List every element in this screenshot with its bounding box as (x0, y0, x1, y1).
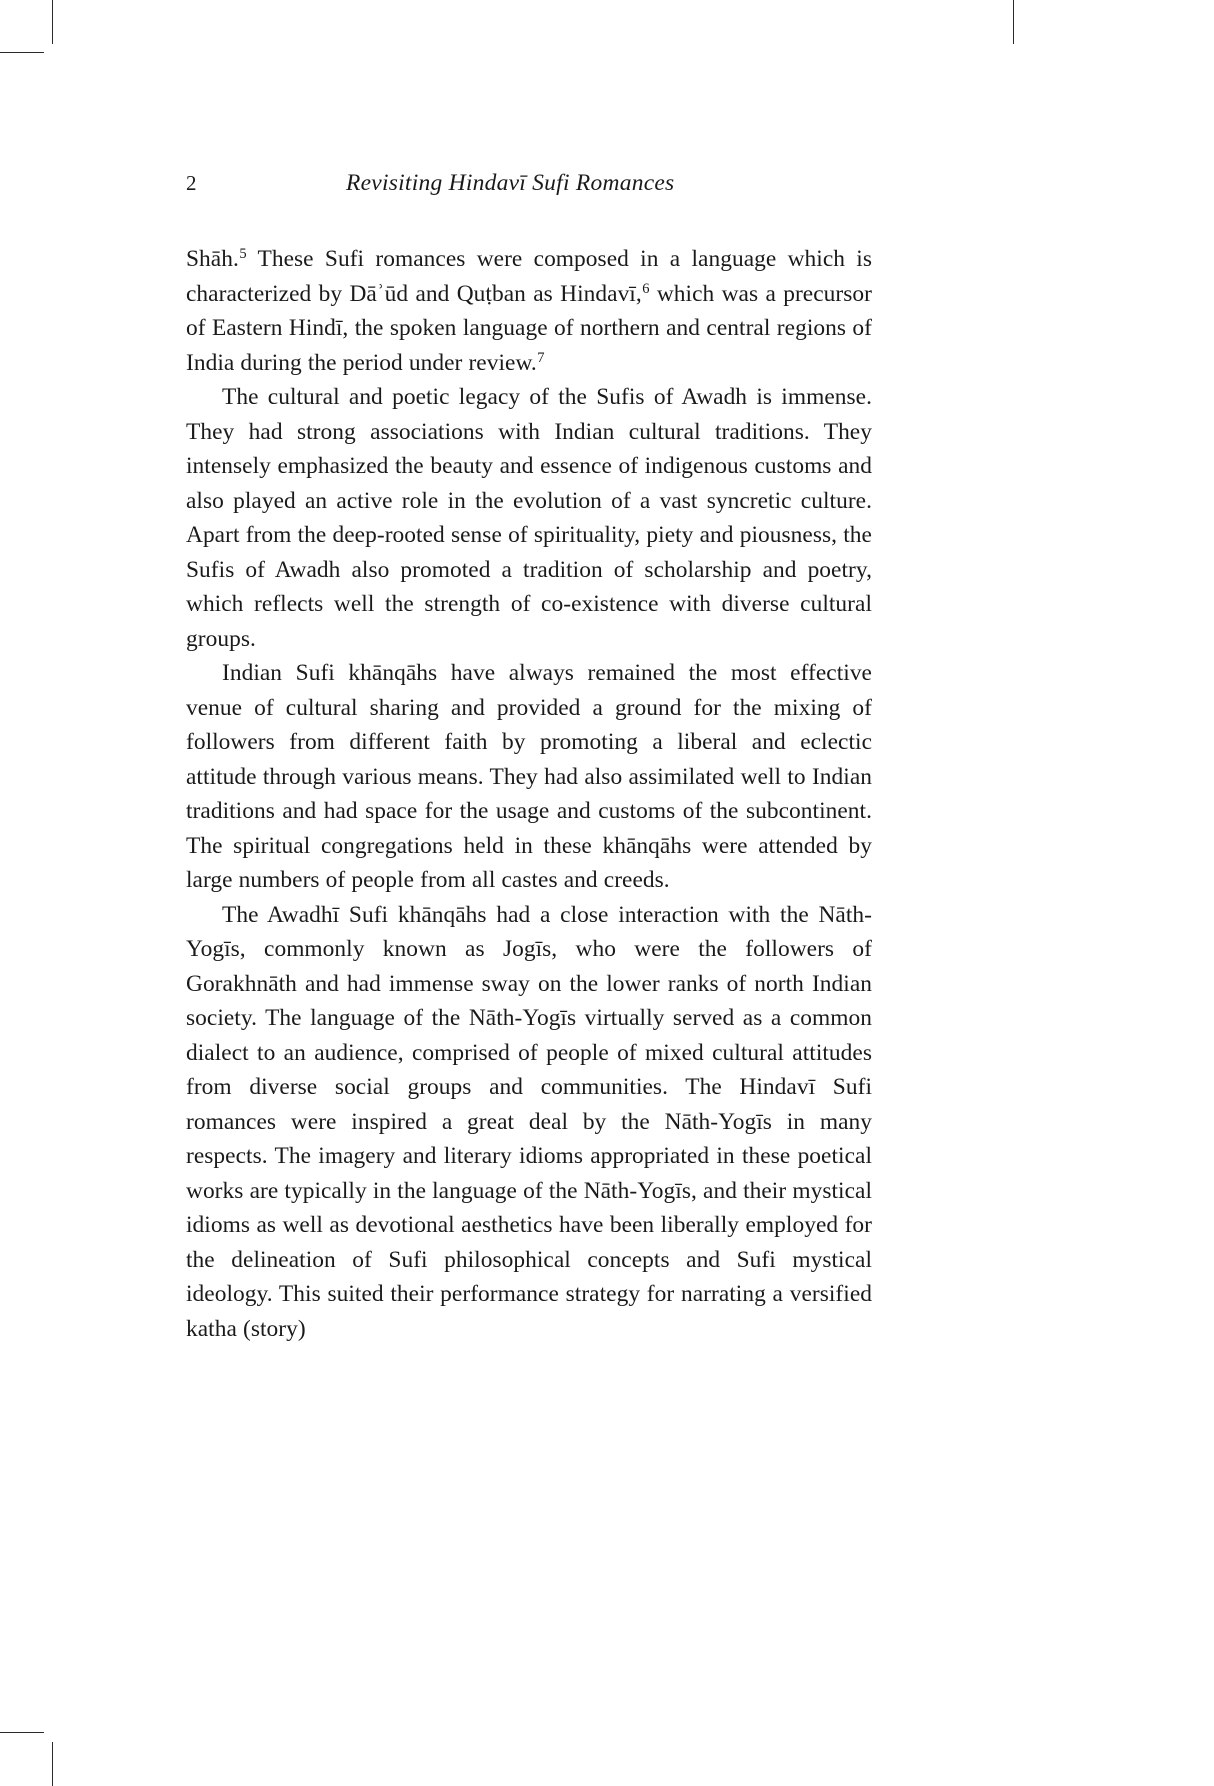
book-page (186, 172, 872, 1346)
paragraph-3: Indian Sufi khānqāhs have always remained the most effective venue of cultural sharing and provided a ground for the mixing of followers from different faith by promoting a liberal and eclectic attitude through various means. They had also assimilated well to Indian traditions and had space for the usage and customs of the subcontinent. The spiritual congregations held in these khānqāhs were attended by large numbers of people from all castes and creeds. (186, 660, 872, 893)
paragraph-1-part-c: which was a precursor of Eastern Hindī, the spoken language of northern and central regions of India during the period under review. (186, 280, 872, 376)
footnote-marker-6[interactable]: 6 (642, 280, 650, 297)
paragraph-1-part-b: These Sufi romances were composed in a language which is characterized by Dāʾūd and Quṭban as Hindavī, (186, 246, 872, 307)
paragraph-1-part-a: Shāh. (186, 246, 239, 272)
paragraph-1 (186, 242, 872, 380)
running-head-title: Revisiting Hindavī Sufi Romances (346, 170, 675, 196)
paragraph-4: The Awadhī Sufi khānqāhs had a close interaction with the Nāth-Yogīs, commonly known as Jogīs, who were the followers of Gorakhnāth and had immense sway on the lower ranks of north Indian society. The language of the Nāth-Yogīs virtually served as a common dialect to an audience, comprised of people of mixed cultural attitudes from diverse social groups and communities. The Hindavī Sufi romances were inspired a great deal by the Nāth-Yogīs in many respects. The imagery and literary idioms appropriated in these poetical works are typically in the language of the Nāth-Yogīs, and their mystical idioms as well as devotional aesthetics have been liberally employed for the delineation of Sufi philosophical concepts and Sufi mystical ideology. This suited their performance strategy for narrating a versified katha (story) (186, 901, 872, 1342)
footnote-marker-7[interactable]: 7 (537, 349, 545, 366)
crop-mark-bottom-left-vertical (52, 1742, 53, 1786)
body-text (186, 242, 872, 1346)
crop-mark-bottom-left-horizontal (0, 1732, 44, 1733)
crop-mark-top-left-vertical (52, 0, 53, 44)
paragraph-2: The cultural and poetic legacy of the Sufis of Awadh is immense. They had strong associations with Indian cultural traditions. They intensely emphasized the beauty and essence of indigenous customs and also played an active role in the evolution of a vast syncretic culture. Apart from the deep-rooted sense of spirituality, piety and piousness, the Sufis of Awadh also promoted a tradition of scholarship and poetry, which reflects well the strength of co-existence with diverse cultural groups. (186, 384, 872, 652)
running-head (186, 172, 872, 206)
crop-mark-top-left-horizontal (0, 52, 44, 53)
footnote-marker-5[interactable]: 5 (239, 246, 247, 263)
page-number: 2 (186, 171, 197, 195)
crop-mark-top-right-vertical (1013, 0, 1014, 44)
